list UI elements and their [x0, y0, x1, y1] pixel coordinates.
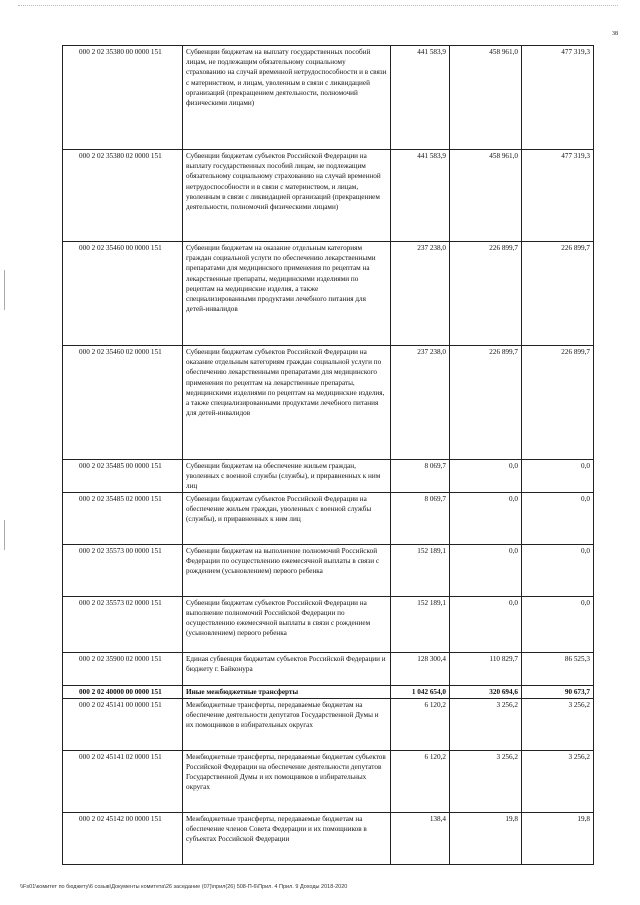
scan-top-edge [18, 5, 618, 6]
item-name-cell: Субвенции бюджетам на выполнение полномочий Российской Федерации по осуществлению ежемесячной выплаты в связи с рождением (усыновлением) первого ребенка [183, 544, 391, 596]
table-row-subtotal [63, 685, 594, 698]
budget-code-cell: 000 2 02 35380 00 0000 151 [63, 46, 183, 150]
amount-2018-cell: 1 042 654,0 [391, 685, 450, 698]
amount-2019-cell: 0,0 [450, 460, 522, 493]
amount-2019-cell: 19,8 [450, 812, 522, 864]
item-name-cell: Единая субвенция бюджетам субъектов Российской Федерации и бюджету г. Байконура [183, 652, 391, 685]
item-name-cell: Субвенции бюджетам на оказание отдельным категориям граждан социальной услуги по обеспечению лекарственными препаратами для медицинского применения по рецептам на лекарственные препараты, медицинскими изделиями по рецептам на медицинские изделия, а также специализированными продуктами лечебного питания для детей-инвалидов [183, 242, 391, 346]
item-name-cell: Субвенции бюджетам субъектов Российской Федерации на обеспечение жильем граждан, уволенных с военной службы (службы), и приравненных к ним лиц [183, 492, 391, 544]
budget-code-cell: 000 2 02 35573 02 0000 151 [63, 596, 183, 652]
amount-2020-cell: 226 899,7 [522, 242, 594, 346]
item-name-cell: Субвенции бюджетам на обеспечение жильем граждан, уволенных с военной службы (службы), и приравненных к ним лиц [183, 460, 391, 493]
amount-2020-cell: 3 256,2 [522, 698, 594, 750]
amount-2020-cell: 477 319,3 [522, 46, 594, 150]
amount-2018-cell: 441 583,9 [391, 46, 450, 150]
table-row [63, 460, 594, 493]
file-path-footer: \\Fs01\комитет по бюджету\6 созыв\Документы комитета\26 заседание (07)\прил(26) 508-П-6\Прил. 4 Прил. 9 Доходы 2018-2020 [20, 884, 348, 890]
amount-2020-cell: 477 319,3 [522, 150, 594, 242]
item-name-cell: Субвенции бюджетам субъектов Российской Федерации на оказание отдельным категориям граждан социальной услуги по обеспечению лекарственными препаратами для медицинского применения по рецептам на лекарственные препараты, медицинскими изделиями по рецептам на медицинские изделия, а также специализированными продуктами лечебного питания для детей-инвалидов [183, 346, 391, 460]
amount-2018-cell: 8 069,7 [391, 460, 450, 493]
amount-2018-cell: 152 189,1 [391, 544, 450, 596]
table-row [63, 150, 594, 242]
amount-2019-cell: 0,0 [450, 492, 522, 544]
amount-2019-cell: 320 694,6 [450, 685, 522, 698]
amount-2018-cell: 128 300,4 [391, 652, 450, 685]
amount-2020-cell: 0,0 [522, 544, 594, 596]
amount-2018-cell: 237 238,0 [391, 346, 450, 460]
item-name-cell: Иные межбюджетные трансферты [183, 685, 391, 698]
amount-2020-cell: 0,0 [522, 492, 594, 544]
budget-revenue-table [62, 45, 594, 865]
budget-code-cell: 000 2 02 45141 00 0000 151 [63, 698, 183, 750]
item-name-cell: Межбюджетные трансферты, передаваемые бюджетам субъектов Российской Федерации на обеспечение деятельности депутатов Государственной Думы и их помощников в избирательных округах [183, 750, 391, 812]
table-row [63, 652, 594, 685]
table-row [63, 242, 594, 346]
amount-2020-cell: 90 673,7 [522, 685, 594, 698]
amount-2020-cell: 86 525,3 [522, 652, 594, 685]
amount-2020-cell: 3 256,2 [522, 750, 594, 812]
budget-code-cell: 000 2 02 40000 00 0000 151 [63, 685, 183, 698]
budget-code-cell: 000 2 02 35460 00 0000 151 [63, 242, 183, 346]
budget-code-cell: 000 2 02 35460 02 0000 151 [63, 346, 183, 460]
amount-2019-cell: 110 829,7 [450, 652, 522, 685]
item-name-cell: Субвенции бюджетам на выплату государственных пособий лицам, не подлежащим обязательному социальному страхованию на случай временной нетрудоспособности и в связи с материнством, и лицам, уволенным в связи с ликвидацией организаций (прекращением деятельности, полномочий физическими лицами) [183, 46, 391, 150]
amount-2018-cell: 6 120,2 [391, 750, 450, 812]
amount-2019-cell: 458 961,0 [450, 46, 522, 150]
budget-code-cell: 000 2 02 35380 02 0000 151 [63, 150, 183, 242]
table-row [63, 750, 594, 812]
amount-2020-cell: 0,0 [522, 596, 594, 652]
budget-code-cell: 000 2 02 45142 00 0000 151 [63, 812, 183, 864]
item-name-cell: Субвенции бюджетам субъектов Российской Федерации на выплату государственных пособий лицам, не подлежащим обязательному социальному страхованию на случай временной нетрудоспособности и в связи с материнством, и лицам, уволенным в связи с ликвидацией организаций (прекращением деятельности, полномочий физическими лицами) [183, 150, 391, 242]
item-name-cell: Межбюджетные трансферты, передаваемые бюджетам на обеспечение членов Совета Федерации и их помощников в субъектах Российской Федерации [183, 812, 391, 864]
amount-2019-cell: 3 256,2 [450, 698, 522, 750]
page-number: 38 [612, 31, 618, 37]
amount-2019-cell: 226 899,7 [450, 242, 522, 346]
amount-2020-cell: 19,8 [522, 812, 594, 864]
scan-margin-mark [4, 520, 5, 550]
amount-2018-cell: 152 189,1 [391, 596, 450, 652]
amount-2018-cell: 138,4 [391, 812, 450, 864]
amount-2020-cell: 0,0 [522, 460, 594, 493]
amount-2019-cell: 226 899,7 [450, 346, 522, 460]
amount-2020-cell: 226 899,7 [522, 346, 594, 460]
budget-code-cell: 000 2 02 35485 00 0000 151 [63, 460, 183, 493]
table-row [63, 698, 594, 750]
amount-2018-cell: 441 583,9 [391, 150, 450, 242]
item-name-cell: Субвенции бюджетам субъектов Российской Федерации на выполнение полномочий Российской Федерации по осуществлению ежемесячной выплаты в связи с рождением (усыновлением) первого ребенка [183, 596, 391, 652]
item-name-cell: Межбюджетные трансферты, передаваемые бюджетам на обеспечение деятельности депутатов Государственной Думы и их помощников в избирательных округах [183, 698, 391, 750]
budget-code-cell: 000 2 02 45141 02 0000 151 [63, 750, 183, 812]
table-row [63, 46, 594, 150]
amount-2018-cell: 6 120,2 [391, 698, 450, 750]
table-row [63, 492, 594, 544]
amount-2019-cell: 3 256,2 [450, 750, 522, 812]
table-row [63, 346, 594, 460]
scan-margin-mark [4, 270, 5, 310]
amount-2019-cell: 0,0 [450, 596, 522, 652]
budget-code-cell: 000 2 02 35900 02 0000 151 [63, 652, 183, 685]
amount-2018-cell: 8 069,7 [391, 492, 450, 544]
table-row [63, 812, 594, 864]
table-row [63, 544, 594, 596]
amount-2019-cell: 458 961,0 [450, 150, 522, 242]
budget-code-cell: 000 2 02 35485 02 0000 151 [63, 492, 183, 544]
amount-2019-cell: 0,0 [450, 544, 522, 596]
amount-2018-cell: 237 238,0 [391, 242, 450, 346]
budget-code-cell: 000 2 02 35573 00 0000 151 [63, 544, 183, 596]
table-row [63, 596, 594, 652]
